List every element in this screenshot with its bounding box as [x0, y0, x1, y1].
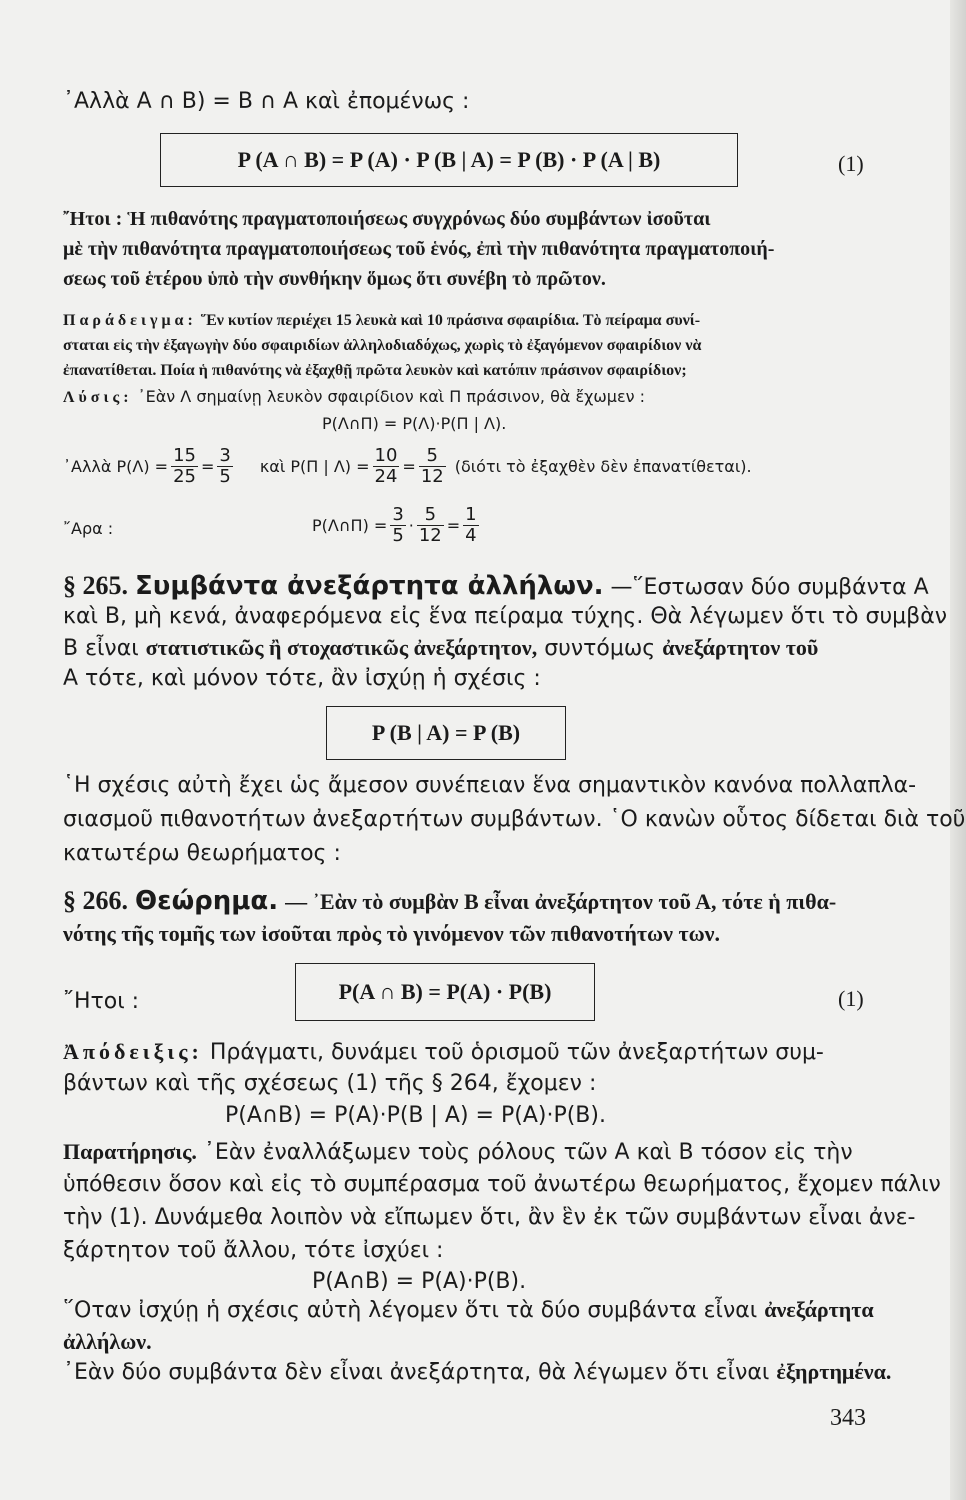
- note-line: [63, 1138, 853, 1167]
- section-text: —῞Εστωσαν δύο συμβάντα Α: [610, 575, 929, 600]
- proof-equation: P(A∩B) = P(A)·P(B | A) = P(A)·P(B).: [225, 1103, 606, 1128]
- section-text: — ᾿Εὰν τὸ συμβὰν Β εἶναι ἀνεξάρτητον τοῦ Α, τότε ἡ πιθα-: [285, 889, 837, 914]
- paragraph-text: ᾿Εὰν δύο συμβάντα δὲν εἶναι ἀνεξάρτητα, θὰ λέγωμεν ὅτι εἶναι: [63, 1360, 770, 1385]
- example-line: ἐπανατίθεται. Ποία ἡ πιθανότης νὰ ἐξαχθῇ πρῶτα λευκὸν καὶ κατόπιν πράσινον σφαιρίδιον;: [63, 362, 687, 379]
- paragraph-line: Α τότε, καὶ μόνον τότε, ἂν ἰσχύῃ ἡ σχέσις :: [63, 666, 541, 691]
- paragraph-line: [63, 1358, 891, 1387]
- dot-sign: ·: [408, 515, 414, 535]
- emphasis-text: ἀνεξάρτητον τοῦ: [662, 635, 819, 660]
- section-title: Συμβάντα ἀνεξάρτητα ἀλλήλων.: [135, 571, 604, 601]
- paragraph-line: νότης τῆς τομῆς των ἰσοῦται πρὸς τὸ γινόμενον τῶν πιθανοτήτων των.: [63, 921, 721, 946]
- intro-line: ᾿Αλλὰ Α ∩ Β) = Β ∩ Α καὶ ἐπομένως :: [63, 89, 470, 114]
- because-note: (διότι τὸ ἐξαχθὲν δὲν ἐπανατίθεται).: [454, 456, 752, 476]
- formula-box-2: P (B | A) = P (B): [326, 706, 566, 760]
- result-line: [312, 505, 482, 546]
- probability-values-line: [63, 446, 752, 487]
- page-edge-shadow: [950, 0, 966, 1500]
- paragraph-line: [63, 1296, 874, 1325]
- and-label: καὶ P(Π | Λ) =: [259, 456, 370, 476]
- paragraph-line: βάντων καὶ τῆς σχέσεως (1) τῆς § 264, ἔχομεν :: [63, 1071, 597, 1096]
- paragraph-text: συντόμως: [544, 636, 656, 661]
- equation-number-1: (1): [838, 986, 864, 1011]
- formula-box-3: P(A ∩ B) = P(A) · P(B): [295, 963, 595, 1021]
- paragraph-line: [63, 634, 818, 663]
- itoi-label: ῎Ητοι :: [63, 989, 140, 1014]
- fraction: $\frac{15}{25}$: [173, 445, 196, 487]
- paragraph-line: σεως τοῦ ἑτέρου ὑπὸ τὴν συνθήκην ὅμως ὅτι συνέβη τὸ πρῶτον.: [63, 268, 606, 290]
- fraction: $\frac{1}{4}$: [465, 504, 477, 546]
- section-number: § 266.: [63, 886, 128, 915]
- note-equation: P(A∩B) = P(A)·P(B).: [312, 1269, 527, 1294]
- equals-sign: =: [446, 515, 461, 535]
- emphasis-text: στατιστικῶς ἢ στοχαστικῶς ἀνεξάρτητον,: [145, 635, 538, 660]
- solution-text: ᾿Εὰν Λ σημαίνῃ λευκὸν σφαιρίδιον καὶ Π πράσινον, θὰ ἔχωμεν :: [137, 387, 646, 406]
- fraction: $\frac{5}{12}$: [418, 504, 442, 546]
- solution-equation: P(Λ∩Π) = P(Λ)·P(Π | Λ).: [322, 414, 507, 433]
- fraction: $\frac{3}{5}$: [219, 445, 231, 487]
- paragraph-line: σιασμοῦ πιθανοτήτων ἀνεξαρτήτων συμβάντων. ῾Ο κανὼν οὗτος δίδεται διὰ τοῦ: [63, 807, 966, 832]
- result-lhs: P(Λ∩Π) =: [312, 515, 388, 535]
- paragraph-line: καὶ Β, μὴ κενά, ἀναφερόμενα εἰς ἕνα πείραμα τύχης. Θὰ λέγωμεν ὅτι τὸ συμβὰν: [63, 604, 948, 629]
- equals-sign: =: [402, 456, 416, 476]
- solution-label: Λύσις:: [63, 389, 133, 406]
- fraction: $\frac{5}{12}$: [420, 445, 444, 487]
- page-number: 343: [830, 1405, 866, 1431]
- equals-sign: =: [201, 456, 215, 476]
- paragraph-line: ῾Η σχέσις αὐτὴ ἔχει ὡς ἄμεσον συνέπειαν ἕνα σημαντικὸν κανόνα πολλαπλα-: [63, 773, 917, 798]
- paragraph-text: Β εἶναι: [63, 636, 139, 661]
- formula-box-1: P (A ∩ B) = P (A) · P (B | A) = P (B) · P (A | B): [160, 133, 738, 187]
- example-label: Παράδειγμα:: [63, 312, 197, 329]
- paragraph-line: κατωτέρω θεωρήματος :: [63, 841, 341, 866]
- paragraph-line: ὑπόθεσιν ὅσον καὶ εἰς τὸ συμπέρασμα τοῦ ἀνωτέρω θεωρήματος, ἔχομεν πάλιν: [63, 1172, 941, 1197]
- note-text: ᾿Εὰν ἐναλλάξωμεν τοὺς ρόλους τῶν Α καὶ Β τόσον εἰς τὴν: [203, 1140, 853, 1165]
- paragraph-text: ῞Οταν ἰσχύῃ ἡ σχέσις αὐτὴ λέγομεν ὅτι τὰ δύο συμβάντα εἶναι: [63, 1298, 758, 1323]
- equation-number-1: (1): [838, 151, 864, 176]
- fraction: $\frac{3}{5}$: [392, 504, 404, 546]
- example-line: [63, 310, 700, 332]
- paragraph-line: μὲ τὴν πιθανότητα πραγματοποιήσεως τοῦ ἑνός, ἐπὶ τὴν πιθανότητα πραγματοποιή-: [63, 238, 775, 260]
- emphasis-text: ἐξηρτημένα.: [776, 1359, 892, 1384]
- fraction: $\frac{10}{24}$: [374, 445, 398, 487]
- section-265-line: [63, 572, 929, 602]
- section-title: Θεώρημα.: [135, 886, 279, 916]
- emphasis-text: ἀνεξάρτητα: [764, 1297, 874, 1322]
- section-266-line: [63, 887, 836, 917]
- proof-text: Πράγματι, δυνάμει τοῦ ὁρισμοῦ τῶν ἀνεξαρτήτων συμ-: [209, 1040, 824, 1065]
- solution-line: [63, 386, 645, 409]
- example-text: ῞Εν κυτίον περιέχει 15 λευκὰ καὶ 10 πράσινα σφαιρίδια. Τὸ πείραμα συνί-: [200, 312, 701, 329]
- paragraph-line: ξάρτητον τοῦ ἄλλου, τότε ἰσχύει :: [63, 1238, 444, 1263]
- section-number: § 265.: [63, 571, 128, 600]
- proof-line: [63, 1038, 824, 1067]
- but-label: ᾿Αλλὰ P(Λ) =: [63, 456, 169, 476]
- paragraph-line: ἀλλήλων.: [63, 1329, 152, 1354]
- paragraph-line: τὴν (1). Δυνάμεθα λοιπὸν νὰ εἴπωμεν ὅτι, ἂν ἓν ἐκ τῶν συμβάντων εἶναι ἀνε-: [63, 1205, 916, 1230]
- ara-label: ῎Αρα :: [63, 519, 114, 538]
- example-line: σταται εἰς τὴν ἐξαγωγὴν δύο σφαιριδίων ἀλληλοδιαδόχως, χωρὶς τὸ ἐξαγόμενον σφαιρίδιον νὰ: [63, 337, 702, 354]
- note-label: Παρατήρησις.: [63, 1139, 197, 1164]
- paragraph-line: ῎Ητοι : Ἡ πιθανότης πραγματοποιήσεως συγχρόνως δύο συμβάντων ἰσοῦται: [63, 208, 711, 230]
- proof-label: Ἀπόδειξις:: [63, 1039, 203, 1064]
